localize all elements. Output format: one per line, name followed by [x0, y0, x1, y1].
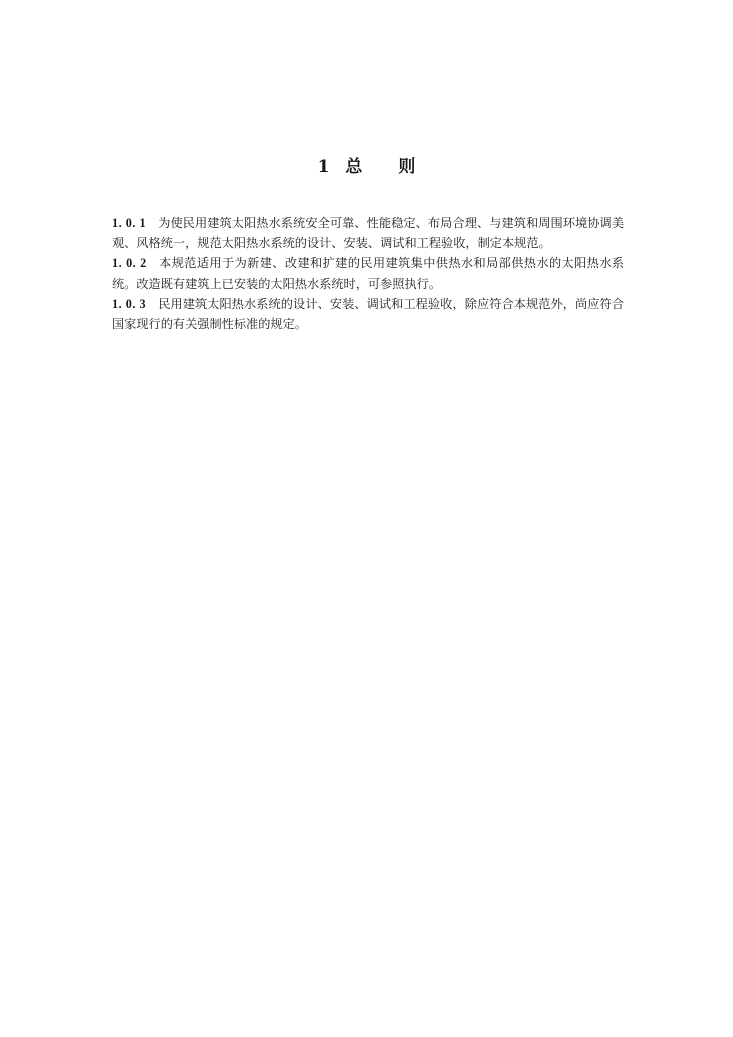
clause-text: 本规范适用于为新建、改建和扩建的民用建筑集中供热水和局部供热水的太阳热水系统。改造既有建筑上已安装的太阳热水系统时，可参照执行。: [112, 256, 625, 291]
clause-1-0-2: [112, 253, 624, 293]
clause-number: 1. 0. 2: [112, 256, 147, 271]
chapter-title-char-2: 则: [398, 157, 416, 177]
clause-number: 1. 0. 3: [112, 296, 147, 311]
chapter-title-char-1: 总: [345, 157, 363, 177]
chapter-title: [0, 156, 733, 178]
clause-number: 1. 0. 1: [112, 216, 147, 230]
clause-text: 为使民用建筑太阳热水系统安全可靠、性能稳定、布局合理、与建筑和周围环境协调美观、风格统一，规范太阳热水系统的设计、安装、调试和工程验收，制定本规范。: [112, 216, 625, 251]
clause-list: [112, 213, 624, 334]
clause-text: 民用建筑太阳热水系统的设计、安装、调试和工程验收，除应符合本规范外，尚应符合国家现行的有关强制性标准的规定。: [112, 296, 625, 332]
clause-1-0-3: [112, 294, 624, 334]
clause-1-0-1: [112, 213, 624, 253]
chapter-number: 1: [317, 157, 330, 177]
